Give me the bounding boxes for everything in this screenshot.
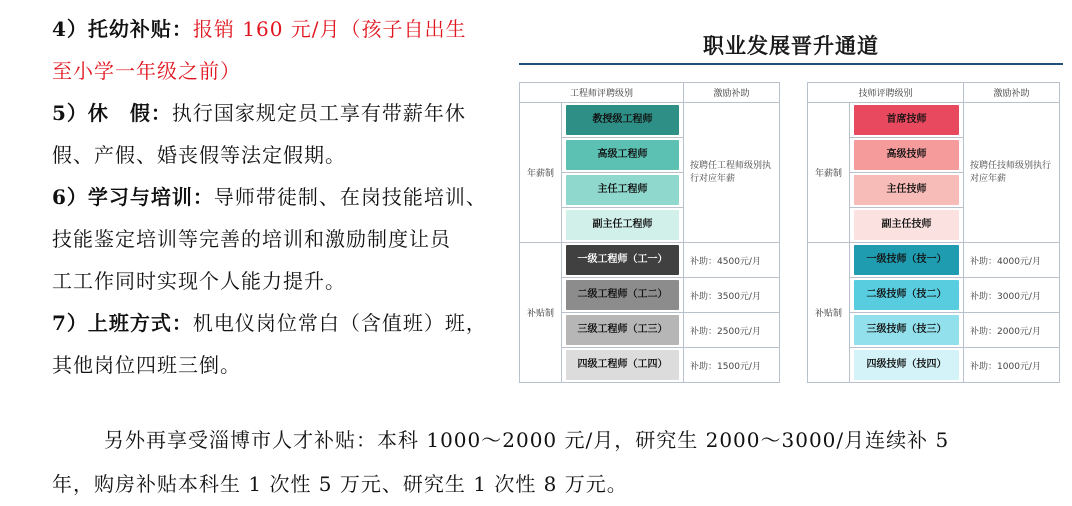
benefit-text: 假、产假、婚丧假等法定假期。 bbox=[52, 143, 346, 167]
benefit-label: 7）上班方式： bbox=[52, 311, 193, 335]
engineer-level-cell: 三级工程师（工三） bbox=[566, 315, 679, 345]
benefit-text: 技能鉴定培训等完善的培训和激励制度让员 bbox=[52, 227, 451, 251]
technician-reward-header: 激励补助 bbox=[964, 83, 1060, 103]
engineer-subsidy-amount: 补助：1500元/月 bbox=[684, 348, 780, 383]
paragraph-line: 年，购房补贴本科生 1 次性 5 万元、研究生 1 次性 8 万元。 bbox=[52, 472, 628, 496]
benefit-text: 工工作同时实现个人能力提升。 bbox=[52, 269, 346, 293]
engineer-subsidy-amount: 补助：3500元/月 bbox=[684, 278, 780, 313]
technician-subsidy-amount: 补助：2000元/月 bbox=[964, 313, 1060, 348]
engineer-level-cell: 主任工程师 bbox=[566, 175, 679, 205]
benefit-value-red: 至小学一年级之前） bbox=[52, 59, 241, 83]
technician-annual-desc: 按聘任技师级别执行对应年薪 bbox=[964, 103, 1060, 243]
technician-level-cell: 首席技师 bbox=[854, 105, 959, 135]
technician-subsidy-amount: 补助：4000元/月 bbox=[964, 243, 1060, 278]
engineer-annual-desc: 按聘任工程师级别执行对应年薪 bbox=[684, 103, 780, 243]
technician-level-cell: 三级技师（技三） bbox=[854, 315, 959, 345]
engineer-level-cell: 副主任工程师 bbox=[566, 210, 679, 240]
benefits-text bbox=[52, 8, 502, 386]
engineer-level-cell: 一级工程师（工一） bbox=[566, 245, 679, 275]
benefit-training bbox=[52, 176, 502, 218]
panel-title: 职业发展晋升通道 bbox=[703, 34, 879, 58]
engineer-category-annual: 年薪制 bbox=[520, 103, 562, 243]
engineer-level-cell: 四级工程师（工四） bbox=[566, 350, 679, 380]
benefit-text: 机电仪岗位常白（含值班）班， bbox=[192, 311, 487, 335]
benefit-label: 5）休 假： bbox=[52, 101, 172, 125]
technician-category-subsidy: 补贴制 bbox=[808, 243, 850, 383]
engineer-table bbox=[519, 82, 780, 383]
talent-subsidy-paragraph bbox=[52, 418, 1062, 506]
benefit-shift bbox=[52, 302, 502, 344]
engineer-level-cell: 高级工程师 bbox=[566, 140, 679, 170]
benefit-label: 6）学习与培训： bbox=[52, 185, 214, 209]
benefit-text: 其他岗位四班三倒。 bbox=[52, 353, 241, 377]
engineer-reward-header: 激励补助 bbox=[684, 83, 780, 103]
benefit-value-red: 报销 160 元/月（孩子自出生 bbox=[192, 17, 467, 41]
benefit-label: 4）托幼补贴： bbox=[52, 17, 193, 41]
benefit-vacation bbox=[52, 92, 502, 134]
engineer-category-subsidy: 补贴制 bbox=[520, 243, 562, 383]
technician-level-cell: 主任技师 bbox=[854, 175, 959, 205]
engineer-subsidy-amount: 补助：4500元/月 bbox=[684, 243, 780, 278]
benefit-text: 执行国家规定员工享有带薪年休 bbox=[171, 101, 466, 125]
technician-subsidy-amount: 补助：3000元/月 bbox=[964, 278, 1060, 313]
technician-level-cell: 一级技师（技一） bbox=[854, 245, 959, 275]
engineer-level-cell: 二级工程师（工二） bbox=[566, 280, 679, 310]
technician-level-cell: 副主任技师 bbox=[854, 210, 959, 240]
engineer-level-header: 工程师评聘级别 bbox=[520, 83, 684, 103]
technician-table bbox=[807, 82, 1060, 383]
technician-level-cell: 二级技师（技二） bbox=[854, 280, 959, 310]
engineer-subsidy-amount: 补助：2500元/月 bbox=[684, 313, 780, 348]
paragraph-line: 另外再享受淄博市人才补贴：本科 1000～2000 元/月，研究生 2000～3000/月连续补 5 bbox=[104, 428, 950, 452]
career-path-panel bbox=[519, 30, 1063, 378]
title-rule bbox=[519, 63, 1063, 65]
technician-category-annual: 年薪制 bbox=[808, 103, 850, 243]
technician-level-cell: 四级技师（技四） bbox=[854, 350, 959, 380]
benefit-text: 导师带徒制、在岗技能培训、 bbox=[213, 185, 487, 209]
technician-level-cell: 高级技师 bbox=[854, 140, 959, 170]
engineer-level-cell: 教授级工程师 bbox=[566, 105, 679, 135]
technician-level-header: 技师评聘级别 bbox=[808, 83, 964, 103]
technician-subsidy-amount: 补助：1000元/月 bbox=[964, 348, 1060, 383]
benefit-childcare bbox=[52, 8, 502, 50]
